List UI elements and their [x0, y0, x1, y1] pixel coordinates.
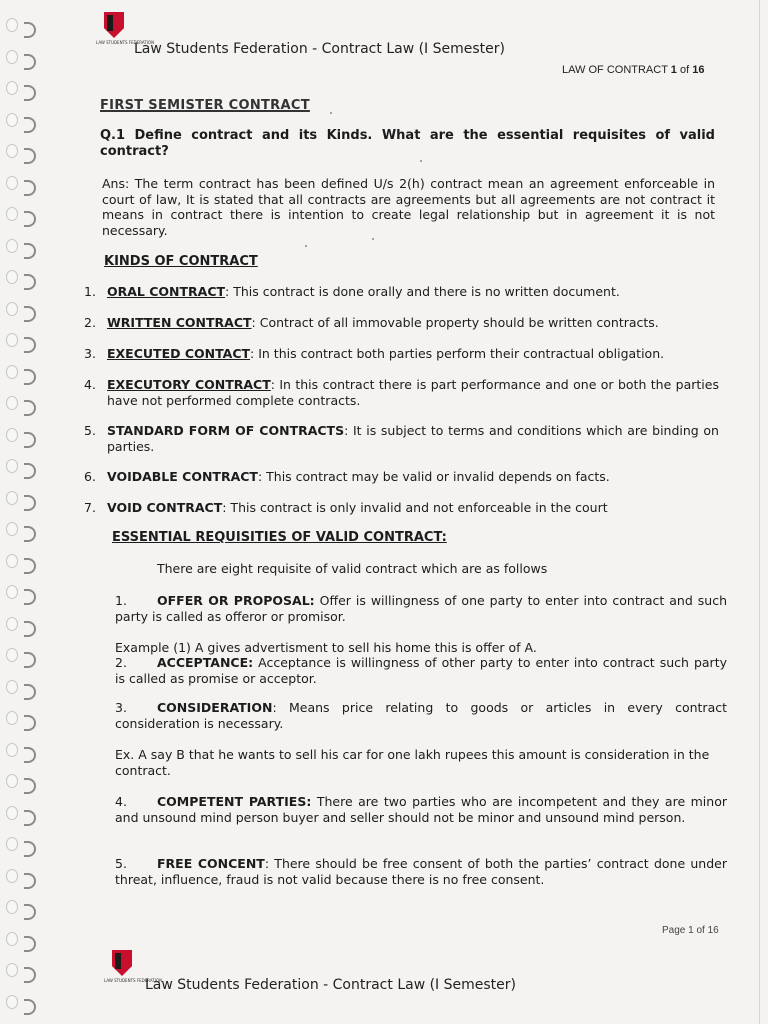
binding-hole — [6, 459, 18, 473]
binding-ring — [24, 715, 36, 731]
binding-hole — [6, 869, 18, 883]
binding-ring — [24, 589, 36, 605]
binding-ring — [24, 274, 36, 290]
lsf-logo-icon: LAW STUDENTS FEDERATION — [96, 12, 136, 52]
question-text: Q.1 Define contract and its Kinds. What are the essential requisites of valid contract? — [100, 128, 715, 159]
binding-ring — [24, 747, 36, 763]
document-page: LAW STUDENTS FEDERATION Law Students Federation - Contract Law (I Semester) LAW OF CONTRACT 1 of 16 FIRST SEMISTER CONTRACT Q.1 Define contract and its Kinds. What are the essential requisites of valid contract? Ans: The term contract has been defined U/s 2(h) contract mean an agreement enforceable in court of law, It is stated that all contracts are agreements but all agreements are not contract it means in contract there is intention to create legal relationship but in agreement it is not necessary. KINDS OF CONTRACT 1. ORAL CONTRACT: This contract is done orally and there is no written document. 2. WRITTEN CONTRACT: Contract of all immovable property should be written contracts. 3. EXECUTED CONTACT: In this contract both parties perform their contractual obligation. 4. EXECUTORY CONTRACT: In this contract there is part performance and one or both the parties have not performed complete contracts. 5. STANDARD FORM OF CONTRACTS: It is subject to terms and conditions which are binding on parties. 6. VOIDABLE CONTRACT: This contract may be valid or invalid depends on facts. 7. VOID CONTRACT: This contract is only invalid and not enforceable in the court ESSENTIAL REQUISITIES OF VALID CONTRACT: There are eight requisite of valid contract which are as follows 1. OFFER OR PROPOSAL: Offer is willingness of one party to enter into contract and such party is called as offeror or promisor. Example (1) A gives advertisment to sell his home this is offer of A. 2. ACCEPTANCE: Acceptance is willingness of other party to enter into contract such party is called as promise or acceptor. 3. CONSIDERATION: Means price relating to goods or articles in every contract consideration is necessary. Ex. A say B that he wants to sell his car for one lakh rupees this amount is consideration in the contract. 4. COMPETENT PARTIES: There are two parties who are incompetent and they are minor and unsound mind person buyer and seller should not be minor and unsound mind person. 5. FREE CONCENT: There should be free consent of both the parties’ contract done under threat, influence, fraud is not valid because there is no free consent. Page 1 of 16 LAW STUDENTS FEDERATION Law Students Federation - Contract Law (I Semester) — [0, 0, 768, 1024]
requisite-item: 1. OFFER OR PROPOSAL: Offer is willingness of one party to enter into contract and such party is called as offeror or promisor. — [115, 593, 727, 624]
binding-hole — [6, 396, 18, 410]
binding-hole — [6, 585, 18, 599]
binding-ring — [24, 432, 36, 448]
kinds-heading: KINDS OF CONTRACT — [104, 254, 258, 269]
binding-hole — [6, 176, 18, 190]
binding-ring — [24, 463, 36, 479]
scan-speck — [420, 160, 422, 162]
binding-ring — [24, 526, 36, 542]
binding-hole — [6, 144, 18, 158]
binding-ring — [24, 22, 36, 38]
binding-hole — [6, 774, 18, 788]
requisite-item: 4. COMPETENT PARTIES: There are two parties who are incompetent and they are minor and unsound mind person buyer and seller should not be minor and unsound mind person. — [115, 794, 727, 825]
binding-ring — [24, 148, 36, 164]
binding-hole — [6, 270, 18, 284]
binding-hole — [6, 837, 18, 851]
binding-ring — [24, 841, 36, 857]
example-consideration: Ex. A say B that he wants to sell his car for one lakh rupees this amount is consideration in the contract. — [115, 747, 710, 778]
binding-hole — [6, 18, 18, 32]
scan-speck — [305, 245, 307, 247]
scan-speck — [372, 238, 374, 240]
binding-ring — [24, 306, 36, 322]
binding-ring — [24, 85, 36, 101]
header-title: Law Students Federation - Contract Law (I Semester) — [134, 41, 505, 57]
binding-hole — [6, 900, 18, 914]
binding-ring — [24, 369, 36, 385]
binding-ring — [24, 495, 36, 511]
scan-speck — [330, 112, 332, 114]
binding-ring — [24, 558, 36, 574]
binding-hole — [6, 680, 18, 694]
footer-title: Law Students Federation - Contract Law (I Semester) — [145, 977, 516, 993]
spiral-binding — [0, 0, 44, 1024]
binding-hole — [6, 932, 18, 946]
binding-ring — [24, 117, 36, 133]
binding-hole — [6, 113, 18, 127]
binding-ring — [24, 810, 36, 826]
binding-hole — [6, 428, 18, 442]
binding-hole — [6, 50, 18, 64]
binding-hole — [6, 963, 18, 977]
answer-text: Ans: The term contract has been defined U/s 2(h) contract mean an agreement enforceable in court of law, It is stated that all contracts are agreements but all agreements are not contract it means in contract there is intention to create legal relationship but in agreement it is not necessary. — [102, 176, 715, 238]
example-offer: Example (1) A gives advertisment to sell his home this is offer of A. — [115, 640, 537, 655]
binding-hole — [6, 995, 18, 1009]
essential-intro: There are eight requisite of valid contract which are as follows — [157, 561, 548, 576]
binding-hole — [6, 302, 18, 316]
lsf-logo-icon: LAW STUDENTS FEDERATION — [104, 950, 144, 990]
binding-ring — [24, 967, 36, 983]
binding-ring — [24, 904, 36, 920]
binding-hole — [6, 648, 18, 662]
requisite-item: 5. FREE CONCENT: There should be free consent of both the parties’ contract done under threat, influence, fraud is not valid because there is no free consent. — [115, 856, 727, 887]
binding-ring — [24, 54, 36, 70]
binding-hole — [6, 333, 18, 347]
binding-hole — [6, 239, 18, 253]
binding-ring — [24, 936, 36, 952]
binding-ring — [24, 999, 36, 1015]
binding-ring — [24, 211, 36, 227]
binding-ring — [24, 778, 36, 794]
binding-ring — [24, 652, 36, 668]
document-title: FIRST SEMISTER CONTRACT — [100, 98, 310, 113]
binding-ring — [24, 180, 36, 196]
binding-hole — [6, 806, 18, 820]
requisite-item: 2. ACCEPTANCE: Acceptance is willingness of other party to enter into contract such party is called as promise or acceptor. — [115, 655, 727, 686]
binding-ring — [24, 400, 36, 416]
binding-ring — [24, 873, 36, 889]
page-number: Page 1 of 16 — [662, 925, 719, 936]
binding-hole — [6, 743, 18, 757]
binding-hole — [6, 207, 18, 221]
binding-hole — [6, 554, 18, 568]
binding-ring — [24, 243, 36, 259]
page-label: LAW OF CONTRACT 1 of 16 — [562, 64, 705, 76]
binding-hole — [6, 81, 18, 95]
binding-hole — [6, 522, 18, 536]
binding-hole — [6, 711, 18, 725]
binding-hole — [6, 617, 18, 631]
binding-ring — [24, 621, 36, 637]
binding-hole — [6, 365, 18, 379]
binding-hole — [6, 491, 18, 505]
binding-ring — [24, 337, 36, 353]
requisite-item: 3. CONSIDERATION: Means price relating to goods or articles in every contract consideration is necessary. — [115, 700, 727, 731]
binding-ring — [24, 684, 36, 700]
essential-heading: ESSENTIAL REQUISITIES OF VALID CONTRACT: — [112, 530, 447, 545]
